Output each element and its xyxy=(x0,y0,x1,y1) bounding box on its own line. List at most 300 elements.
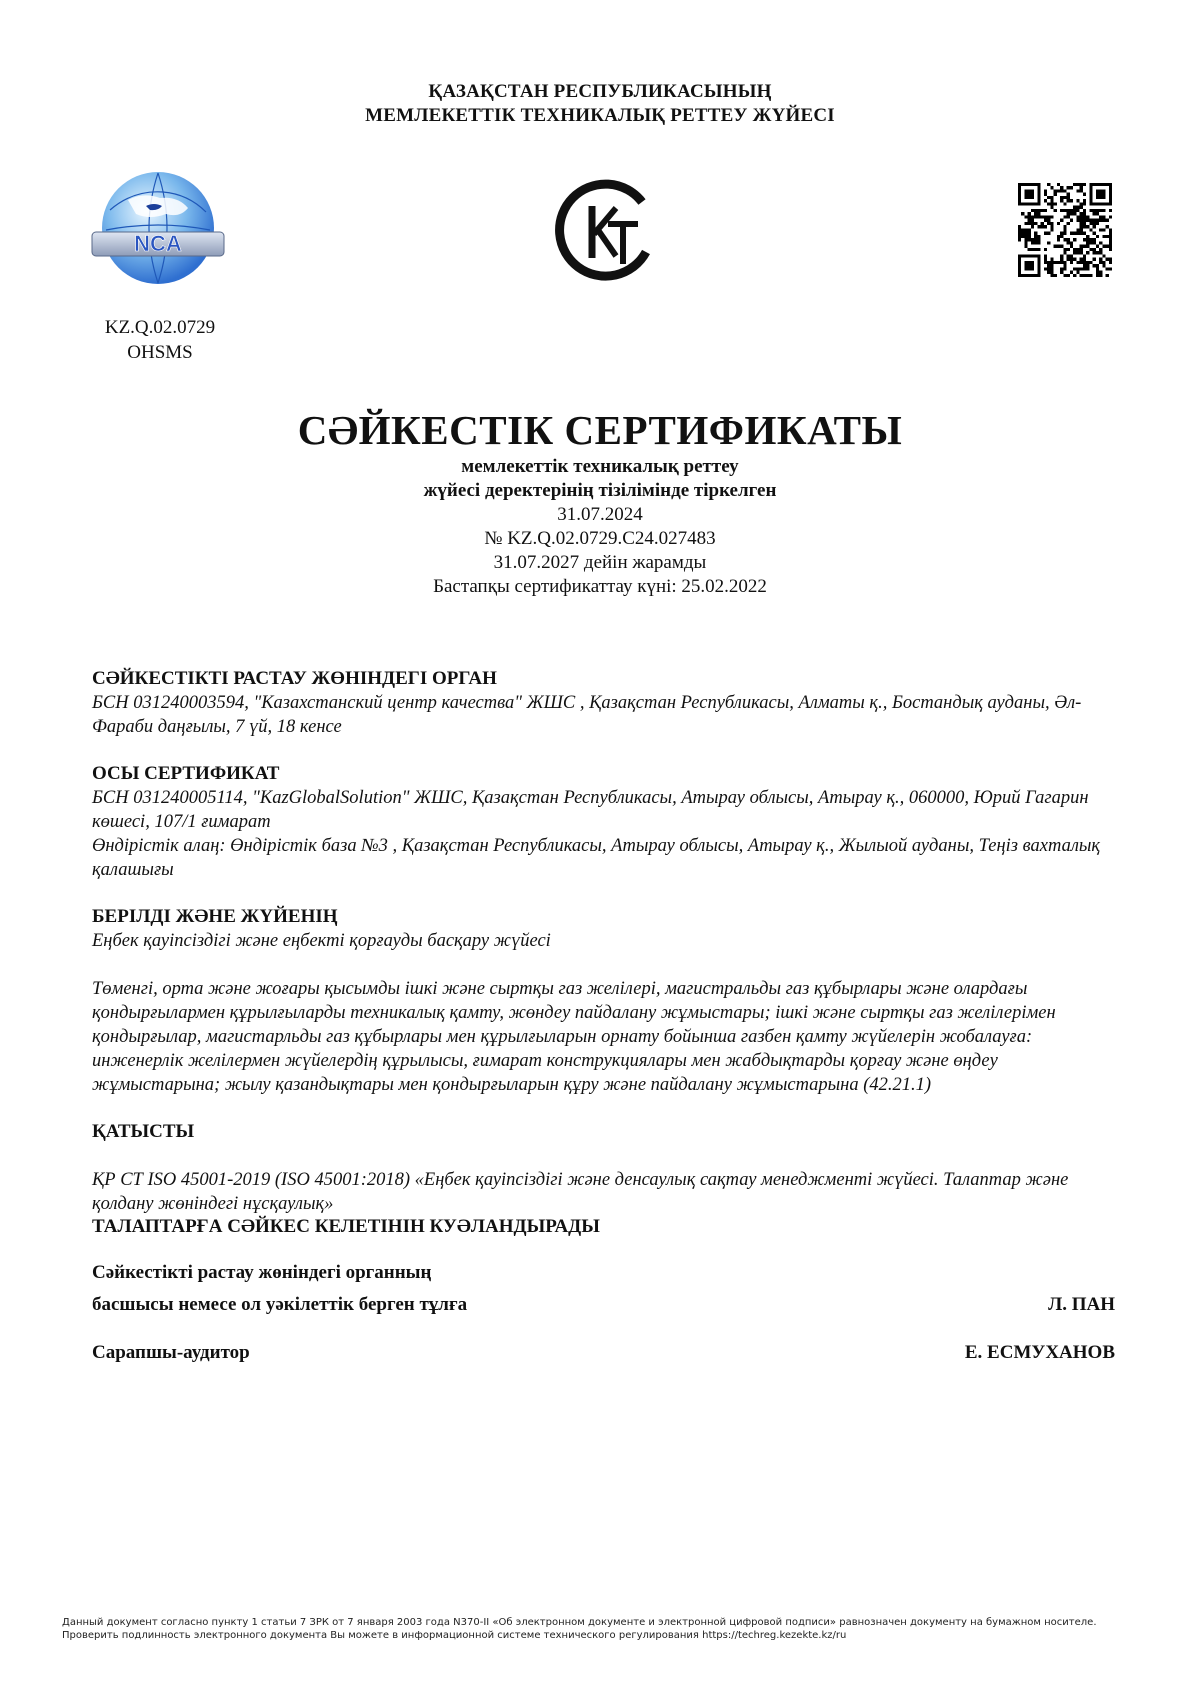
qr-module xyxy=(1070,241,1073,244)
qr-module xyxy=(1047,264,1050,267)
qr-module xyxy=(1096,264,1099,267)
qr-module xyxy=(1093,209,1096,212)
registration-date: 31.07.2024 xyxy=(557,504,643,525)
qr-module xyxy=(1099,248,1102,251)
qr-module xyxy=(1096,193,1099,196)
qr-module xyxy=(1054,274,1057,277)
qr-module xyxy=(1070,271,1073,274)
qr-module xyxy=(1037,254,1040,257)
qr-module xyxy=(1037,271,1040,274)
qr-module xyxy=(1093,212,1096,215)
qr-module xyxy=(1021,202,1024,205)
qr-module xyxy=(1044,248,1047,251)
qr-module xyxy=(1106,225,1109,228)
qr-module xyxy=(1041,222,1044,225)
qr-module xyxy=(1024,245,1027,248)
qr-module xyxy=(1093,258,1096,261)
qr-module xyxy=(1024,193,1027,196)
qr-module xyxy=(1067,258,1070,261)
auditor-name: Е. ЕСМУХАНОВ xyxy=(964,1342,1115,1363)
qr-module xyxy=(1076,271,1079,274)
qr-module xyxy=(1037,193,1040,196)
qr-module xyxy=(1057,222,1060,225)
qr-module xyxy=(1050,199,1053,202)
qr-module xyxy=(1037,215,1040,218)
qr-module xyxy=(1037,199,1040,202)
qr-module xyxy=(1086,225,1089,228)
qr-module xyxy=(1076,228,1079,231)
kt-mark-icon xyxy=(550,178,656,284)
certification-body-text: БСН 031240003594, "Казахстанский центр качества" ЖШС , Қазақстан Республикасы, Алматы қ., Бостандық ауданы, Әл-Фараби даңғылы, 7 үй, 18 кенсе xyxy=(92,693,1082,737)
qr-module xyxy=(1106,183,1109,186)
qr-module xyxy=(1083,212,1086,215)
qr-module xyxy=(1099,219,1102,222)
qr-module xyxy=(1073,238,1076,241)
qr-module xyxy=(1102,183,1105,186)
qr-module xyxy=(1106,219,1109,222)
qr-module xyxy=(1028,267,1031,270)
qr-code-icon xyxy=(1018,183,1112,277)
qr-module xyxy=(1096,212,1099,215)
qr-module xyxy=(1018,271,1021,274)
qr-module xyxy=(1024,267,1027,270)
qr-module xyxy=(1063,267,1066,270)
qr-module xyxy=(1080,251,1083,254)
qr-module xyxy=(1063,228,1066,231)
qr-module xyxy=(1086,264,1089,267)
qr-module xyxy=(1054,209,1057,212)
qr-module xyxy=(1083,245,1086,248)
qr-module xyxy=(1044,254,1047,257)
qr-code xyxy=(1018,183,1112,277)
qr-module xyxy=(1109,189,1112,192)
qr-module xyxy=(1073,248,1076,251)
qr-module xyxy=(1034,222,1037,225)
qr-module xyxy=(1060,261,1063,264)
qr-module xyxy=(1086,235,1089,238)
qr-module xyxy=(1018,264,1021,267)
valid-until: 31.07.2027 дейін жарамды xyxy=(493,552,707,573)
qr-module xyxy=(1109,267,1112,270)
qr-module xyxy=(1024,274,1027,277)
qr-module xyxy=(1024,232,1027,235)
qr-module xyxy=(1018,183,1021,186)
qr-module xyxy=(1106,235,1109,238)
qr-module xyxy=(1093,241,1096,244)
qr-module xyxy=(1067,248,1070,251)
qr-module xyxy=(1063,264,1066,267)
qr-module xyxy=(1089,222,1092,225)
header-line-2: МЕМЛЕКЕТТІК ТЕХНИКАЛЫҚ РЕТТЕУ ЖҮЙЕСІ xyxy=(365,105,835,126)
qr-module xyxy=(1018,261,1021,264)
qr-module xyxy=(1073,258,1076,261)
qr-module xyxy=(1034,254,1037,257)
qr-module xyxy=(1021,228,1024,231)
qr-module xyxy=(1034,248,1037,251)
qr-module xyxy=(1067,241,1070,244)
legal-footer xyxy=(62,1616,1162,1642)
qr-module xyxy=(1031,267,1034,270)
qr-module xyxy=(1093,248,1096,251)
qr-module xyxy=(1093,264,1096,267)
qr-module xyxy=(1037,209,1040,212)
qr-module xyxy=(1083,222,1086,225)
qr-module xyxy=(1050,264,1053,267)
qr-module xyxy=(1080,245,1083,248)
qr-module xyxy=(1080,267,1083,270)
relates-heading: ҚАТЫСТЫ xyxy=(92,1121,195,1142)
qr-module xyxy=(1102,261,1105,264)
qr-module xyxy=(1093,232,1096,235)
qr-module xyxy=(1050,196,1053,199)
qr-module xyxy=(1089,189,1092,192)
qr-module xyxy=(1021,254,1024,257)
qr-module xyxy=(1083,261,1086,264)
qr-module xyxy=(1024,264,1027,267)
qr-module xyxy=(1067,238,1070,241)
auditor-role: Сарапшы-аудитор xyxy=(92,1342,250,1363)
qr-module xyxy=(1018,193,1021,196)
qr-module xyxy=(1089,183,1092,186)
qr-module xyxy=(1102,219,1105,222)
qr-module xyxy=(1109,215,1112,218)
conformity-statement: ТАЛАПТАРҒА СӘЙКЕС КЕЛЕТІНІН КУӘЛАНДЫРАДЫ xyxy=(92,1216,600,1237)
qr-module xyxy=(1083,202,1086,205)
qr-module xyxy=(1089,209,1092,212)
kt-conformity-mark xyxy=(550,178,656,284)
qr-module xyxy=(1070,186,1073,189)
qr-module xyxy=(1028,222,1031,225)
qr-module xyxy=(1034,215,1037,218)
qr-module xyxy=(1067,274,1070,277)
qr-module xyxy=(1018,267,1021,270)
qr-module xyxy=(1041,215,1044,218)
qr-module xyxy=(1037,267,1040,270)
qr-module xyxy=(1080,202,1083,205)
qr-module xyxy=(1060,232,1063,235)
qr-module xyxy=(1057,189,1060,192)
qr-module xyxy=(1076,189,1079,192)
qr-module xyxy=(1047,183,1050,186)
qr-module xyxy=(1031,196,1034,199)
qr-module xyxy=(1076,209,1079,212)
qr-module xyxy=(1050,258,1053,261)
qr-module xyxy=(1083,183,1086,186)
qr-module xyxy=(1034,212,1037,215)
qr-module xyxy=(1073,251,1076,254)
qr-module xyxy=(1076,206,1079,209)
qr-module xyxy=(1086,219,1089,222)
qr-module xyxy=(1057,261,1060,264)
qr-module xyxy=(1034,274,1037,277)
qr-module xyxy=(1067,209,1070,212)
qr-module xyxy=(1099,228,1102,231)
qr-module xyxy=(1018,202,1021,205)
qr-module xyxy=(1099,202,1102,205)
qr-module xyxy=(1102,245,1105,248)
qr-module xyxy=(1057,183,1060,186)
qr-module xyxy=(1106,258,1109,261)
issued-system-heading: БЕРІЛДІ ЖӘНЕ ЖҮЙЕНІҢ xyxy=(92,906,338,927)
qr-module xyxy=(1076,232,1079,235)
qr-module xyxy=(1021,235,1024,238)
qr-module xyxy=(1044,258,1047,261)
certificate-title: СӘЙКЕСТІК СЕРТИФИКАТЫ xyxy=(297,407,903,453)
qr-module xyxy=(1086,245,1089,248)
qr-module xyxy=(1080,225,1083,228)
qr-module xyxy=(1083,274,1086,277)
qr-module xyxy=(1080,232,1083,235)
qr-module xyxy=(1109,193,1112,196)
qr-module xyxy=(1028,261,1031,264)
qr-module xyxy=(1018,254,1021,257)
qr-module xyxy=(1089,261,1092,264)
qr-module xyxy=(1080,212,1083,215)
head-name: Л. ПАН xyxy=(1048,1294,1115,1315)
qr-module xyxy=(1057,235,1060,238)
qr-module xyxy=(1083,264,1086,267)
qr-module xyxy=(1102,193,1105,196)
qr-module xyxy=(1037,196,1040,199)
qr-module xyxy=(1093,183,1096,186)
qr-module xyxy=(1096,235,1099,238)
qr-module xyxy=(1047,241,1050,244)
qr-module xyxy=(1054,245,1057,248)
registration-line-1: мемлекеттік техникалық реттеу xyxy=(461,456,739,477)
qr-module xyxy=(1044,189,1047,192)
qr-module xyxy=(1093,202,1096,205)
qr-module xyxy=(1073,267,1076,270)
qr-module xyxy=(1050,228,1053,231)
qr-module xyxy=(1063,238,1066,241)
qr-module xyxy=(1089,199,1092,202)
initial-certification-date: Бастапқы сертификаттау күні: 25.02.2022 xyxy=(433,576,767,597)
qr-module xyxy=(1031,248,1034,251)
this-certificate-heading: ОСЫ СЕРТИФИКАТ xyxy=(92,763,280,784)
qr-module xyxy=(1018,232,1021,235)
qr-module xyxy=(1060,258,1063,261)
qr-module xyxy=(1054,189,1057,192)
qr-module xyxy=(1102,189,1105,192)
qr-module xyxy=(1057,245,1060,248)
accreditation-block xyxy=(90,315,230,365)
qr-module xyxy=(1073,232,1076,235)
qr-module xyxy=(1102,235,1105,238)
qr-module xyxy=(1047,196,1050,199)
qr-module xyxy=(1080,219,1083,222)
qr-module xyxy=(1034,235,1037,238)
qr-module xyxy=(1031,209,1034,212)
qr-module xyxy=(1089,186,1092,189)
qr-module xyxy=(1047,271,1050,274)
qr-module xyxy=(1102,254,1105,257)
qr-module xyxy=(1018,238,1021,241)
qr-module xyxy=(1067,199,1070,202)
qr-module xyxy=(1037,189,1040,192)
qr-module xyxy=(1047,219,1050,222)
qr-module xyxy=(1083,232,1086,235)
qr-module xyxy=(1096,251,1099,254)
qr-module xyxy=(1028,196,1031,199)
registration-block xyxy=(0,455,1200,599)
qr-module xyxy=(1070,209,1073,212)
qr-module xyxy=(1093,222,1096,225)
qr-module xyxy=(1060,199,1063,202)
footer-line-1: Данный документ согласно пункту 1 статьи 7 ЗРК от 7 января 2003 года N370-II «Об электронном документе и электронной цифровой подписи» равнозначен документу на бумажном носителе. xyxy=(62,1617,1097,1628)
qr-module xyxy=(1070,212,1073,215)
qr-module xyxy=(1037,212,1040,215)
qr-module xyxy=(1028,215,1031,218)
qr-module xyxy=(1021,232,1024,235)
qr-module xyxy=(1086,274,1089,277)
qr-module xyxy=(1031,274,1034,277)
qr-module xyxy=(1096,202,1099,205)
qr-module xyxy=(1070,219,1073,222)
qr-module xyxy=(1063,225,1066,228)
qr-module xyxy=(1102,196,1105,199)
qr-module xyxy=(1073,206,1076,209)
qr-module xyxy=(1089,248,1092,251)
qr-module xyxy=(1106,274,1109,277)
registration-line-2: жүйесі деректерінің тізілімінде тіркелген xyxy=(423,480,777,501)
qr-module xyxy=(1063,248,1066,251)
qr-module xyxy=(1050,271,1053,274)
qr-module xyxy=(1044,215,1047,218)
qr-module xyxy=(1028,264,1031,267)
qr-module xyxy=(1096,183,1099,186)
qr-module xyxy=(1106,267,1109,270)
qr-module xyxy=(1093,238,1096,241)
qr-module xyxy=(1073,212,1076,215)
qr-module xyxy=(1102,264,1105,267)
qr-module xyxy=(1109,258,1112,261)
qr-module xyxy=(1083,199,1086,202)
qr-module xyxy=(1076,248,1079,251)
qr-module xyxy=(1050,186,1053,189)
qr-module xyxy=(1050,261,1053,264)
qr-module xyxy=(1037,238,1040,241)
qr-module xyxy=(1096,245,1099,248)
qr-module xyxy=(1109,241,1112,244)
qr-module xyxy=(1089,274,1092,277)
qr-module xyxy=(1037,186,1040,189)
qr-module xyxy=(1109,202,1112,205)
qr-module xyxy=(1080,228,1083,231)
qr-module xyxy=(1096,209,1099,212)
qr-module xyxy=(1031,222,1034,225)
qr-module xyxy=(1109,209,1112,212)
qr-module xyxy=(1073,274,1076,277)
qr-module xyxy=(1067,186,1070,189)
production-site-text: Өндірістік алаң: Өндірістік база №3 , Қазақстан Республикасы, Атырау облысы, Атырау қ., Жылыой ауданы, Теңіз вахталық қалашығы xyxy=(92,836,1101,880)
qr-module xyxy=(1086,241,1089,244)
qr-module xyxy=(1093,251,1096,254)
qr-module xyxy=(1037,264,1040,267)
qr-module xyxy=(1086,215,1089,218)
qr-module xyxy=(1063,251,1066,254)
qr-module xyxy=(1080,258,1083,261)
qr-module xyxy=(1096,189,1099,192)
qr-module xyxy=(1028,254,1031,257)
nca-logo xyxy=(88,170,228,288)
qr-module xyxy=(1024,261,1027,264)
qr-module xyxy=(1099,193,1102,196)
qr-module xyxy=(1083,254,1086,257)
qr-module xyxy=(1037,183,1040,186)
qr-module xyxy=(1044,209,1047,212)
qr-module xyxy=(1031,189,1034,192)
globe-icon xyxy=(88,170,228,288)
qr-module xyxy=(1037,261,1040,264)
qr-module xyxy=(1021,274,1024,277)
qr-module xyxy=(1080,274,1083,277)
qr-module xyxy=(1106,202,1109,205)
qr-module xyxy=(1109,183,1112,186)
qr-module xyxy=(1096,274,1099,277)
accreditation-number: KZ.Q.02.0729 xyxy=(104,317,216,338)
qr-module xyxy=(1070,245,1073,248)
qr-module xyxy=(1018,274,1021,277)
qr-module xyxy=(1018,186,1021,189)
qr-module xyxy=(1080,222,1083,225)
qr-module xyxy=(1109,186,1112,189)
qr-module xyxy=(1037,202,1040,205)
qr-module xyxy=(1109,232,1112,235)
qr-module xyxy=(1028,248,1031,251)
qr-module xyxy=(1096,219,1099,222)
qr-module xyxy=(1021,212,1024,215)
qr-module xyxy=(1037,235,1040,238)
qr-module xyxy=(1063,209,1066,212)
qr-module xyxy=(1109,261,1112,264)
qr-module xyxy=(1060,254,1063,257)
qr-module xyxy=(1083,258,1086,261)
qr-module xyxy=(1018,189,1021,192)
qr-module xyxy=(1063,274,1066,277)
qr-module xyxy=(1018,258,1021,261)
qr-module xyxy=(1060,245,1063,248)
qr-module xyxy=(1089,219,1092,222)
certification-body-heading: СӘЙКЕСТІКТІ РАСТАУ ЖӨНІНДЕГІ ОРГАН xyxy=(92,668,497,689)
qr-module xyxy=(1031,183,1034,186)
qr-module xyxy=(1096,267,1099,270)
qr-module xyxy=(1086,251,1089,254)
qr-module xyxy=(1096,222,1099,225)
qr-module xyxy=(1102,202,1105,205)
qr-module xyxy=(1044,225,1047,228)
qr-module xyxy=(1037,241,1040,244)
qr-module xyxy=(1089,196,1092,199)
qr-module xyxy=(1050,202,1053,205)
qr-module xyxy=(1050,215,1053,218)
qr-module xyxy=(1028,232,1031,235)
qr-module xyxy=(1047,215,1050,218)
scope-text: Төменгі, орта және жоғары қысымды ішкі және сыртқы газ желілері, магистральды газ құбырлары және олардағы қондырғылармен құрылғыларды техникалық қамту, жөндеу пайдалану жұмыстары; ішкі және сыртқы газ желілерімен қондырғылар, магистарльды газ құбырлары мен құрылғыларын орнату бойынша газбен қамту жүйелерін жобалауға: инженерлік желілермен жүйелердің құрылысы, ғимарат конструкциялары мен жабдықтарды қорғау және өңдеу жұмыстарына; жылу қазандықтары мен қондырғыларын құру және пайдалану жұмыстарына (42.21.1) xyxy=(92,979,1056,1095)
qr-module xyxy=(1099,196,1102,199)
qr-module xyxy=(1050,267,1053,270)
qr-module xyxy=(1080,261,1083,264)
qr-module xyxy=(1037,225,1040,228)
qr-module xyxy=(1031,241,1034,244)
qr-module xyxy=(1080,186,1083,189)
qr-module xyxy=(1031,264,1034,267)
qr-module xyxy=(1070,258,1073,261)
qr-module xyxy=(1041,209,1044,212)
qr-module xyxy=(1028,274,1031,277)
qr-module xyxy=(1080,215,1083,218)
qr-module xyxy=(1037,248,1040,251)
qr-module xyxy=(1099,251,1102,254)
